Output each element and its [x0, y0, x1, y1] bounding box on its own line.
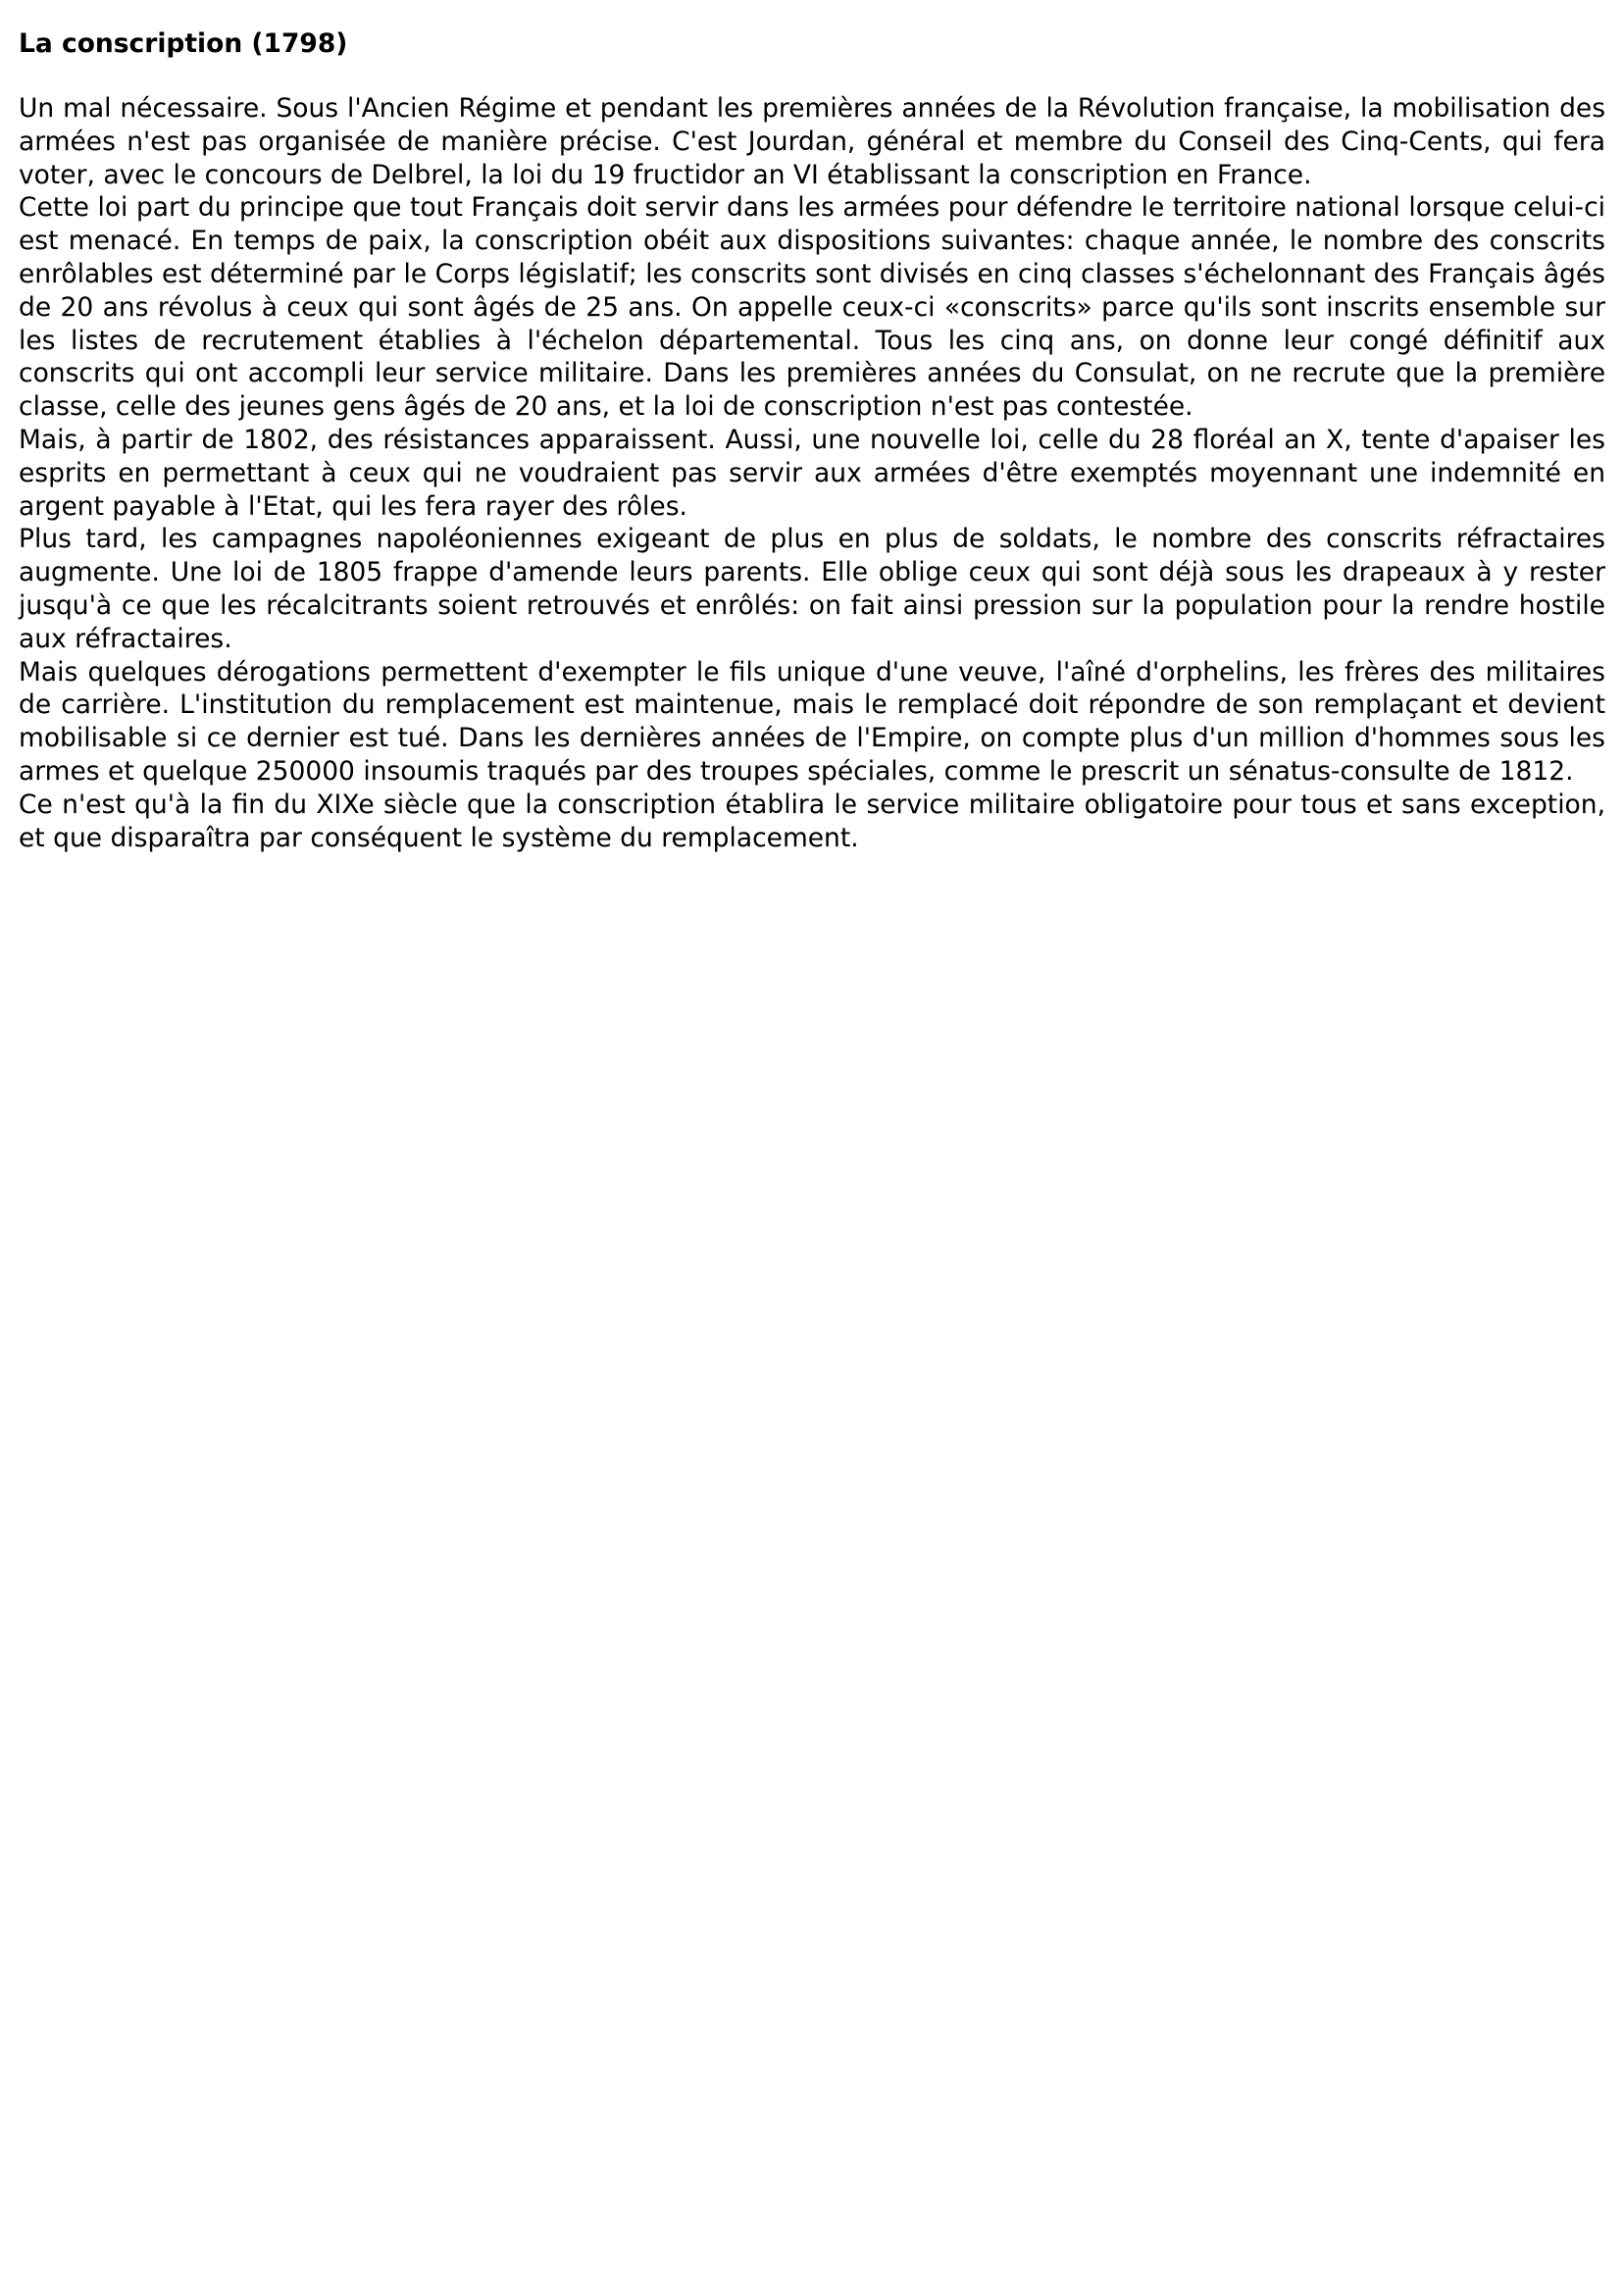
- paragraph-conclusion: Ce n'est qu'à la fin du XIXe siècle que la conscription établira le service militaire obligatoire pour tous et sans exception, et que disparaîtra par conséquent le système du remplacement.: [19, 789, 1605, 853]
- document-title: La conscription (1798): [19, 28, 348, 59]
- paragraph-derogations: Mais quelques dérogations permettent d'exempter le fils unique d'une veuve, l'aîné d'orphelins, les frères des militaires de carrière. L'institution du remplacement est maintenue, mais le remplacé doit répondre de son remplaçant et devient mobilisable si ce dernier est tué. Dans les dernières années de l'Empire, on compte plus d'un million d'hommes sous les armes et quelque 250000 insoumis traqués par des troupes spéciales, comme le prescrit un sénatus-consulte de 1812.: [19, 656, 1605, 787]
- paragraph-refractaires: Plus tard, les campagnes napoléoniennes exigeant de plus en plus de soldats, le nombre des conscrits réfractaires augmente. Une loi de 1805 frappe d'amende leurs parents. Elle oblige ceux qui sont déjà sous les drapeaux à y rester jusqu'à ce que les récalcitrants soient retrouvés et enrôlés: on fait ainsi pression sur la population pour la rendre hostile aux réfractaires.: [19, 524, 1605, 654]
- document-page: [19, 27, 1605, 854]
- paragraph-intro: Un mal nécessaire. Sous l'Ancien Régime et pendant les premières années de la Révolution française, la mobilisation des armées n'est pas organisée de manière précise. C'est Jourdan, général et membre du Conseil des Cinq-Cents, qui fera voter, avec le concours de Delbrel, la loi du 19 fructidor an VI établissant la conscription en France.: [19, 93, 1605, 190]
- document-body: [19, 92, 1605, 854]
- paragraph-principle: Cette loi part du principe que tout Français doit servir dans les armées pour défendre le territoire national lorsque celui-ci est menacé. En temps de paix, la conscription obéit aux dispositions suivantes: chaque année, le nombre des conscrits enrôlables est déterminé par le Corps législatif; les conscrits sont divisés en cinq classes s'échelonnant des Français âgés de 20 ans révolus à ceux qui sont âgés de 25 ans. On appelle ceux-ci «conscrits» parce qu'ils sont inscrits ensemble sur les listes de recrutement établies à l'échelon départemental. Tous les cinq ans, on donne leur congé définitif aux conscrits qui ont accompli leur service militaire. Dans les premières années du Consulat, on ne recrute que la première classe, celle des jeunes gens âgés de 20 ans, et la loi de conscription n'est pas contestée.: [19, 192, 1605, 423]
- paragraph-resistance: Mais, à partir de 1802, des résistances apparaissent. Aussi, une nouvelle loi, celle du 28 floréal an X, tente d'apaiser les esprits en permettant à ceux qui ne voudraient pas servir aux armées d'être exemptés moyennant une indemnité en argent payable à l'Etat, qui les fera rayer des rôles.: [19, 424, 1605, 522]
